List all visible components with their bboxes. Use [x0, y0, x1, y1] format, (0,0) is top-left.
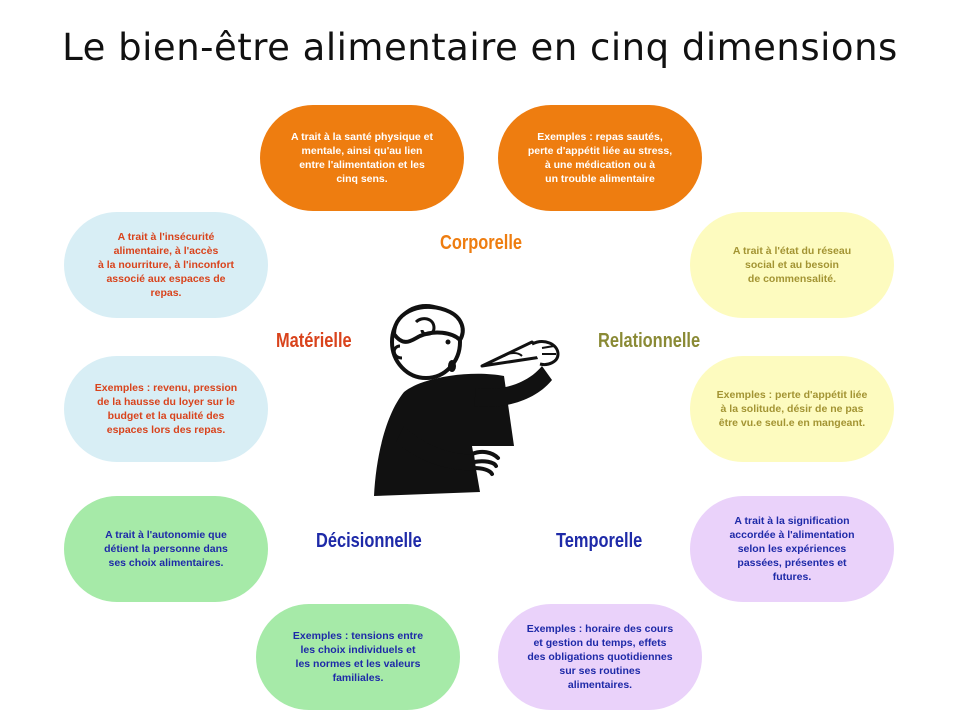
pill-line: et gestion du temps, effets	[533, 637, 667, 649]
pill-materielle-examples	[64, 356, 268, 462]
pill-line: à la nourriture, à l'inconfort	[97, 259, 235, 271]
pill-line: être vu.e seul.e en mangeant.	[718, 417, 866, 429]
pill-line: accordée à l'alimentation	[729, 529, 855, 541]
person-eating-illustration	[364, 296, 584, 502]
pill-line: repas.	[150, 287, 182, 299]
dimension-label-decisionnelle: Décisionnelle	[316, 530, 422, 552]
pill-temporelle-examples	[498, 604, 702, 710]
pill-line: un trouble alimentaire	[545, 173, 655, 185]
pill-line: mentale, ainsi qu'au lien	[301, 145, 423, 157]
pill-line: de la hausse du loyer sur le	[97, 396, 235, 408]
pill-temporelle-definition	[690, 496, 894, 602]
pill-relationnelle-examples	[690, 356, 894, 462]
dimension-label-relationnelle: Relationnelle	[598, 330, 701, 352]
pill-materielle-definition	[64, 212, 268, 318]
pill-line: budget et la qualité des	[107, 410, 225, 422]
pill-line: social et au besoin	[745, 259, 839, 271]
pill-line: alimentaires.	[567, 679, 633, 691]
pill-line: passées, présentes et	[737, 557, 847, 569]
pill-line: espaces lors des repas.	[106, 424, 226, 436]
dimension-label-temporelle: Temporelle	[556, 530, 643, 552]
pill-line: associé aux espaces de	[106, 273, 226, 285]
eye	[446, 340, 451, 345]
pill-line: A trait à l'insécurité	[117, 231, 215, 243]
pill-line: futures.	[772, 571, 812, 583]
pill-line: alimentaire, à l'accès	[113, 245, 219, 257]
pill-decisionnelle-examples	[256, 604, 460, 710]
page-title: Le bien-être alimentaire en cinq dimensions	[62, 26, 898, 69]
dimension-label-corporelle: Corporelle	[440, 232, 523, 254]
pill-line: selon les expériences	[737, 543, 847, 555]
pill-line: cinq sens.	[336, 173, 388, 185]
pill-line: A trait à la signification	[734, 515, 850, 527]
pill-line: Exemples : tensions entre	[292, 630, 424, 642]
pill-decisionnelle-definition	[64, 496, 268, 602]
pill-corporelle-examples	[498, 105, 702, 211]
pill-line: détient la personne dans	[104, 543, 228, 555]
pill-relationnelle-definition	[690, 212, 894, 318]
pill-line: ses choix alimentaires.	[108, 557, 224, 569]
pill-line: à une médication ou à	[544, 159, 656, 171]
pill-line: Exemples : revenu, pression	[94, 382, 238, 394]
pill-line: les normes et les valeurs	[295, 658, 421, 670]
pill-line: A trait à la santé physique et	[291, 131, 433, 143]
pill-line: Exemples : repas sautés,	[537, 131, 663, 143]
mouth	[448, 360, 456, 372]
pill-line: perte d'appétit liée au stress,	[527, 145, 673, 157]
pill-line: des obligations quotidiennes	[527, 651, 673, 663]
pill-line: familiales.	[332, 672, 384, 684]
pill-line: Exemples : perte d'appétit liée	[716, 389, 868, 401]
pill-line: sur ses routines	[559, 665, 641, 677]
pill-line: entre l'alimentation et les	[299, 159, 425, 171]
pill-line: Exemples : horaire des cours	[526, 623, 674, 635]
dimension-label-materielle: Matérielle	[276, 330, 352, 352]
pill-line: à la solitude, désir de ne pas	[720, 403, 864, 415]
pill-line: les choix individuels et	[300, 644, 416, 656]
pill-corporelle-definition	[260, 105, 464, 211]
pill-line: de commensalité.	[747, 273, 837, 285]
pill-line: A trait à l'autonomie que	[105, 529, 227, 541]
pill-line: A trait à l'état du réseau	[732, 245, 852, 257]
